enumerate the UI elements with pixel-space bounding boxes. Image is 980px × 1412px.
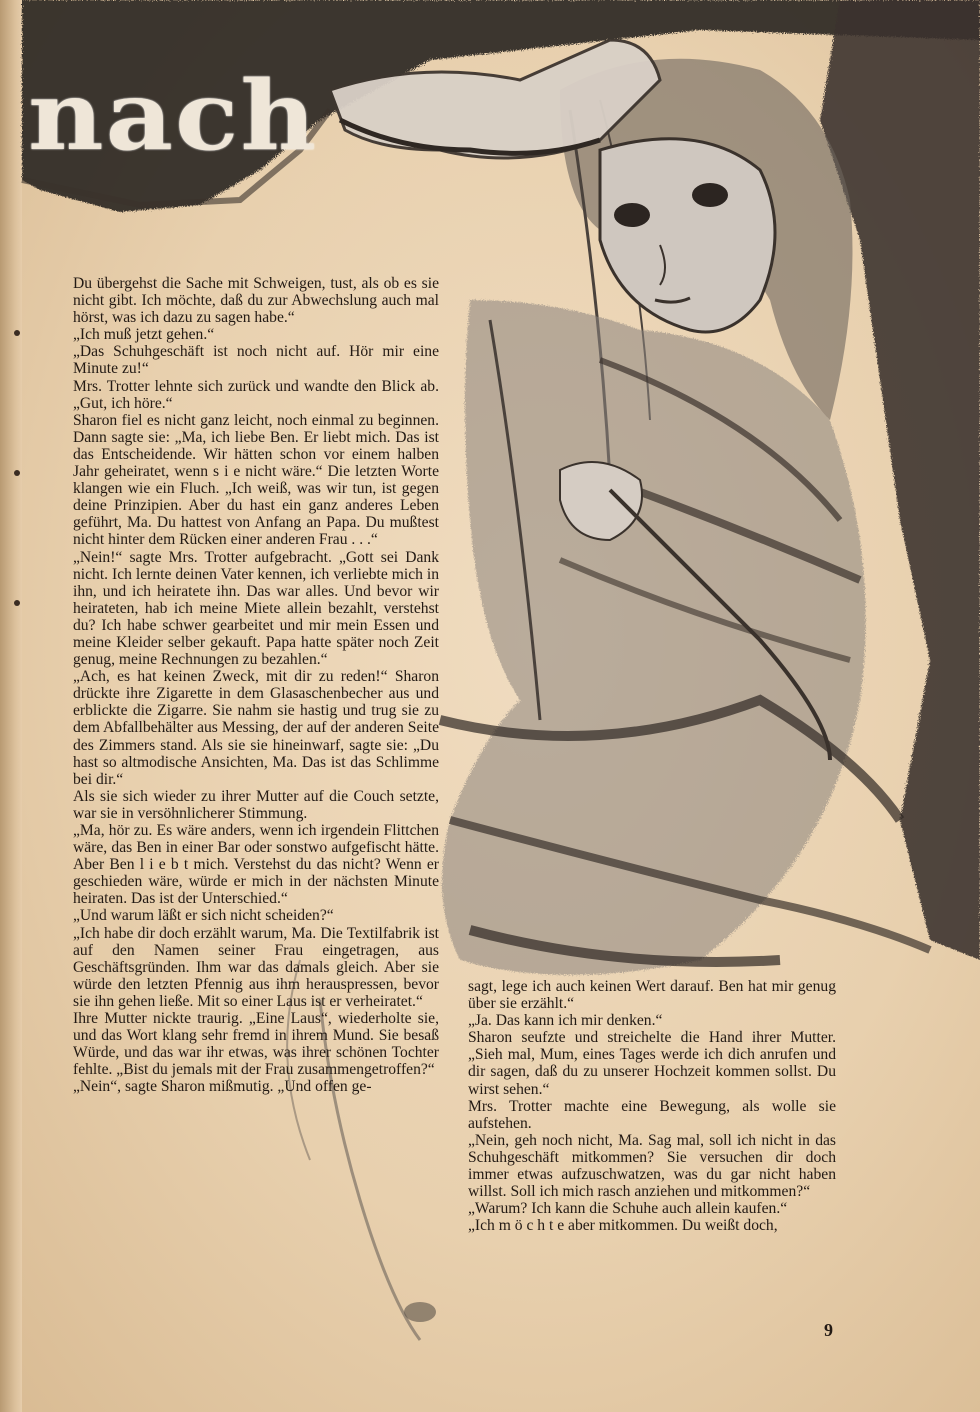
page-number: 9: [824, 1320, 833, 1340]
paragraph: „Ich muß jetzt gehen.“: [73, 326, 215, 344]
paragraph: Du übergehst die Sache mit Schweigen, tust, als ob es sie nicht gibt. Ich möchte, daß du zur Abwechslung auch mal hörst, was ich dazu zu sagen habe.“: [73, 275, 439, 327]
paragraph: „Das Schuhgeschäft ist noch nicht auf. Hör mir eine Minute zu!“: [73, 343, 439, 378]
paragraph: „Ich m ö c h t e aber mitkommen. Du weißt doch,: [468, 1217, 778, 1235]
right-text-column: [468, 978, 836, 1234]
paragraph: Sharon fiel es nicht ganz leicht, noch einmal zu beginnen. Dann sagte sie: „Ma, ich liebe Ben. Er liebt mich. Das ist das Entscheidende. Wir hätten schon vor einem halben Jahr geheiratet, wenn s i e nicht wäre.“ Die letzten Worte klangen wie ein Fluch. „Ich weiß, was wir tun, ist gegen deine Prinzipien. Aber du hast ein ganz anderes Leben geführt, Ma. Du hattest von Anfang an Papa. Du mußtest nicht hinter dem Rücken einer anderen Frau . . .“: [73, 411, 439, 549]
paragraph: „Nein, geh noch nicht, Ma. Sag mal, soll ich nicht in das Schuhgeschäft mitkommen? Sie versuchen dir doch immer etwas aufzuschwatzen, was du gar nicht haben willst. Soll ich mich rasch anziehen und mitkommen?“: [468, 1131, 836, 1201]
paragraph: „Ach, es hat keinen Zweck, mit dir zu reden!“ Sharon drückte ihre Zigarette in dem Glasaschenbecher aus und erblickte die Zigarre. Sie nahm sie hastig und trug sie zu dem Abfallbehälter aus Messing, der auf der anderen Seite des Zimmers stand. Als sie sie hineinwarf, sagte sie: „Du hast so altmodische Ansichten, Ma. Das ist das Schlimme bei dir.“: [73, 668, 439, 788]
paragraph: „Und warum läßt er sich nicht scheiden?“: [73, 907, 334, 925]
paragraph: „Ja. Das kann ich mir denken.“: [468, 1012, 663, 1030]
headline-fragment: nach: [28, 58, 318, 173]
paragraph: Ihre Mutter nickte traurig. „Eine Laus“, wiederholte sie, und das Wort klang sehr fremd in ihrem Mund. Sie besaß Würde, und das war ihr etwas, was ihrer schönen Tochter fehlte. „Bist du jemals mit der Frau zusammengetroffen?“: [73, 1010, 439, 1079]
paragraph: Mrs. Trotter machte eine Bewegung, als wolle sie aufstehen.: [468, 1097, 836, 1132]
paragraph: „Nein“, sagte Sharon mißmutig. „Und offen ge-: [73, 1078, 372, 1096]
paragraph: „Warum? Ich kann die Schuhe auch allein kaufen.“: [468, 1200, 788, 1218]
paragraph: Sharon seufzte und streichelte die Hand ihrer Mutter. „Sieh mal, Mum, eines Tages werde ich dich anrufen und dir sagen, daß du zu unserer Hochzeit kommen sollst. Du wirst sehen.“: [468, 1029, 836, 1098]
left-text-column: [73, 275, 439, 1096]
paragraph: „Ma, hör zu. Es wäre anders, wenn ich irgendein Flittchen wäre, das Ben in einer Bar oder sonstwo aufgefischt hätte. Aber Ben l i e b t mich. Verstehst du das nicht? Wenn er geschieden wäre, würde er mich in der nächsten Minute heiraten. Das ist der Unterschied.“: [73, 822, 439, 908]
paragraph: „Nein!“ sagte Mrs. Trotter aufgebracht. „Gott sei Dank nicht. Ich lernte deinen Vater kennen, ich verliebte mich in ihn, und ich heiratete ihn. Das war alles. Und bevor wir heirateten, hab ich meine Miete allein bezahlt, verstehst du? Ich habe schwer gearbeitet und mir mein Essen und meine Kleider selber gekauft. Papa hatte später noch Zeit genug, meine Rechnungen zu bezahlen.“: [73, 548, 439, 669]
paragraph: „Ich habe dir doch erzählt warum, Ma. Die Textilfabrik ist auf den Namen seiner Frau eingetragen, aus Geschäftsgründen. Ihm war das damals gleich. Aber sie würde den letzten Pfennig aus ihm herauspressen, bevor sie ihn gehen ließe. Mit so einer Laus ist er verheiratet.“: [73, 924, 439, 1010]
paragraph: sagt, lege ich auch keinen Wert darauf. Ben hat mir genug über sie erzählt.“: [468, 978, 836, 1013]
paragraph: Als sie sich wieder zu ihrer Mutter auf die Couch setzte, war sie in versöhnlicherer Stimmung.: [73, 787, 439, 822]
paragraph: Mrs. Trotter lehnte sich zurück und wandte den Blick ab. „Gut, ich höre.“: [73, 377, 439, 412]
